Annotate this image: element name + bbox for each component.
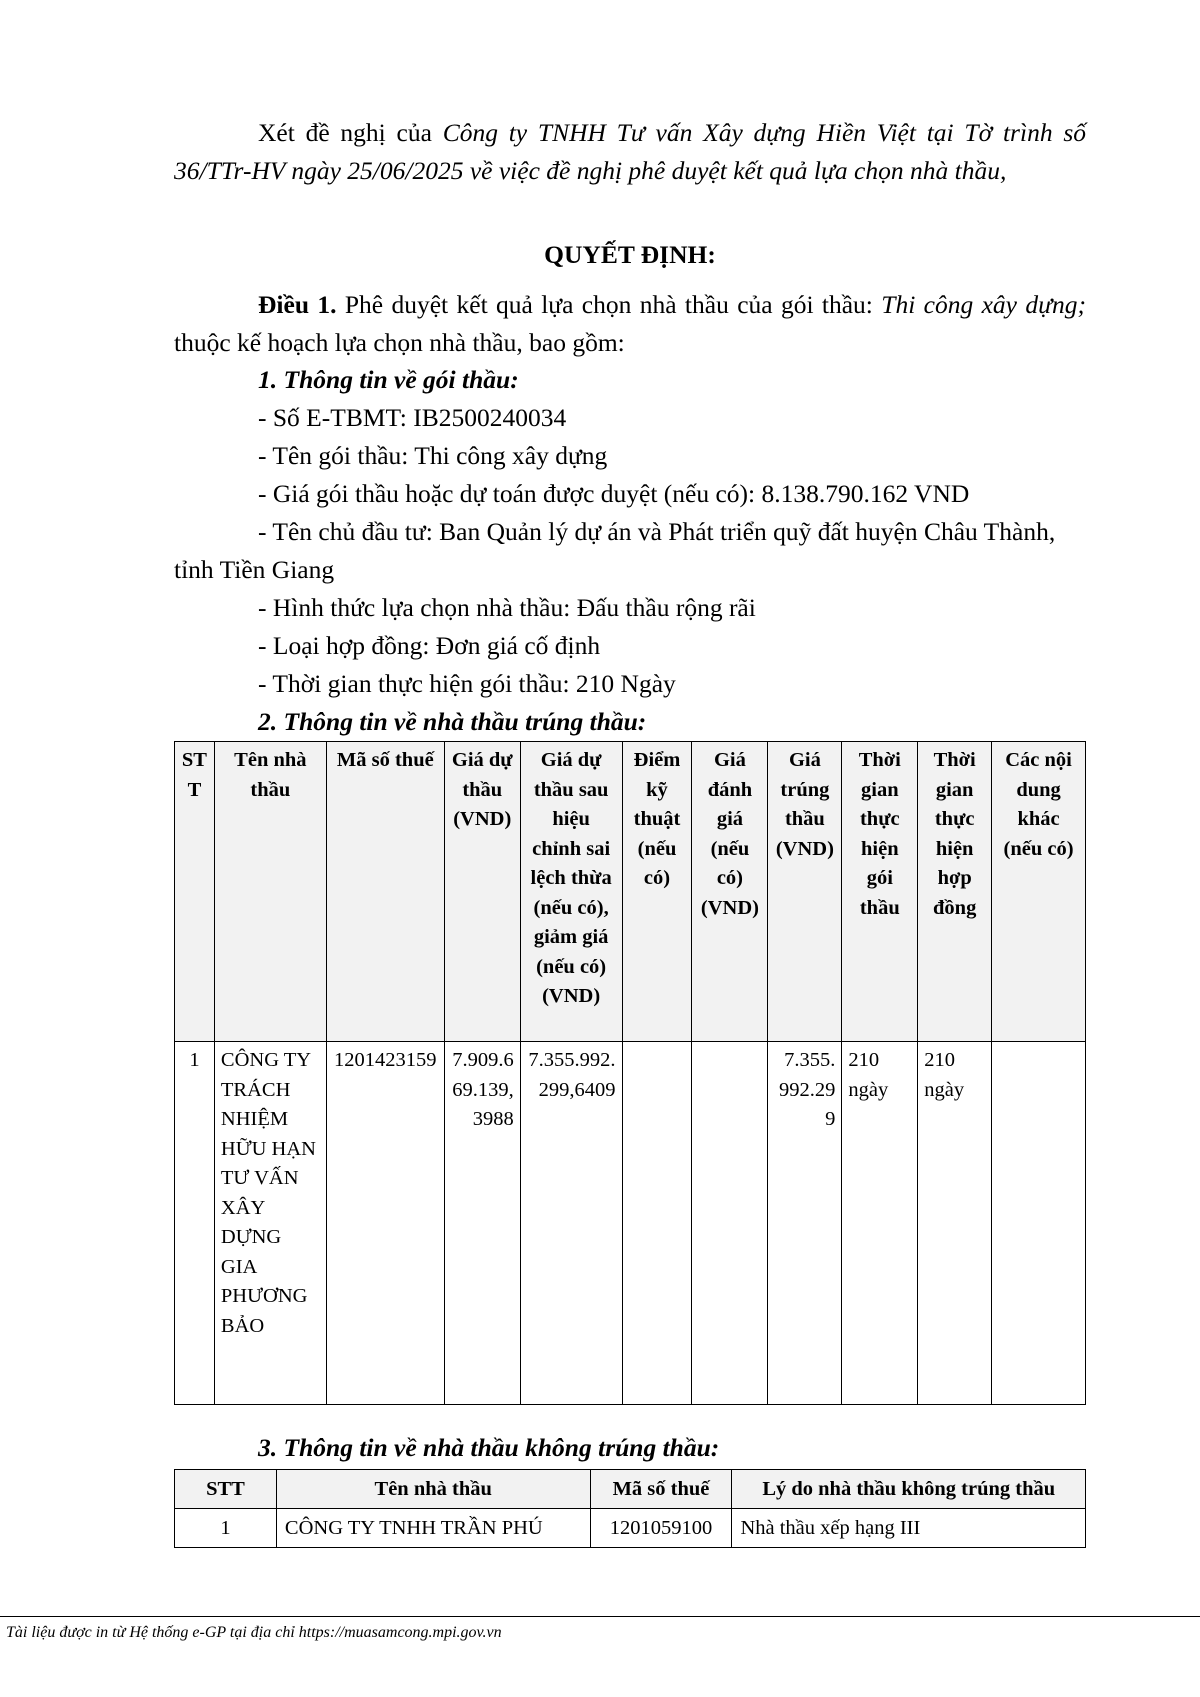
cell-bid-price: 7.909.669.139,3988 xyxy=(444,1042,520,1405)
section-3-heading: 3. Thông tin về nhà thầu không trúng thầu: xyxy=(258,1433,720,1462)
cell-tax-code: 1201423159 xyxy=(326,1042,444,1405)
table-header-row xyxy=(175,742,1086,1042)
cell-contractor-name: CÔNG TY TNHH TRẦN PHÚ xyxy=(276,1509,590,1548)
cell-reason: Nhà thầu xếp hạng III xyxy=(732,1509,1086,1548)
info-line: - Số E-TBMT: IB2500240034 xyxy=(258,403,567,432)
column-header: Giá trúng thầu (VND) xyxy=(768,742,842,1042)
column-header: Tên nhà thầu xyxy=(214,742,326,1042)
info-line: - Tên gói thầu: Thi công xây dựng xyxy=(258,441,608,470)
article-1: Điều 1. Phê duyệt kết quả lựa chọn nhà thầu của gói thầu: Thi công xây dựng; thuộc kế hoạch lựa chọn nhà thầu, bao gồm: xyxy=(174,290,1086,357)
cell-other xyxy=(992,1042,1086,1405)
column-header: Thời gian thực hiện gói thầu xyxy=(842,742,918,1042)
column-header: Điểm kỹ thuật (nếu có) xyxy=(622,742,692,1042)
cell-adjusted-price: 7.355.992.299,6409 xyxy=(520,1042,622,1405)
column-header: STT xyxy=(175,1470,277,1509)
intro-lead: Xét đề nghị của xyxy=(258,118,443,147)
decision-title: QUYẾT ĐỊNH: xyxy=(544,240,716,269)
article-1-label: Điều 1. xyxy=(258,290,337,319)
column-header: Mã số thuế xyxy=(590,1470,732,1509)
info-line: - Giá gói thầu hoặc dự toán được duyệt (nếu có): 8.138.790.162 VND xyxy=(258,479,970,508)
column-header: Lý do nhà thầu không trúng thầu xyxy=(732,1470,1086,1509)
column-header: Mã số thuế xyxy=(326,742,444,1042)
cell-contract-duration: 210 ngày xyxy=(918,1042,992,1405)
cell-stt: 1 xyxy=(175,1042,215,1405)
column-header: Tên nhà thầu xyxy=(276,1470,590,1509)
cell-stt: 1 xyxy=(175,1509,277,1548)
winning-contractor-table xyxy=(174,741,1086,1405)
column-header: Giá đánh giá (nếu có) (VND) xyxy=(692,742,768,1042)
column-header: Giá dự thầu sau hiệu chỉnh sai lệch thừa (nếu có), giảm giá (nếu có) (VND) xyxy=(520,742,622,1042)
table-row xyxy=(175,1509,1086,1548)
column-header: Các nội dung khác (nếu có) xyxy=(992,742,1086,1042)
info-line: - Hình thức lựa chọn nhà thầu: Đấu thầu rộng rãi xyxy=(258,593,756,622)
cell-contractor-name: CÔNG TY TRÁCH NHIỆM HỮU HẠN TƯ VẤN XÂY DỰNG GIA PHƯƠNG BẢO xyxy=(214,1042,326,1405)
section-1-heading: 1. Thông tin về gói thầu: xyxy=(258,365,519,394)
cell-package-duration: 210 ngày xyxy=(842,1042,918,1405)
column-header: Thời gian thực hiện hợp đồng xyxy=(918,742,992,1042)
section-2-heading: 2. Thông tin về nhà thầu trúng thầu: xyxy=(258,707,647,736)
cell-technical-score xyxy=(622,1042,692,1405)
intro-paragraph xyxy=(174,114,1086,190)
cell-tax-code: 1201059100 xyxy=(590,1509,732,1548)
owner-line: - Tên chủ đầu tư: Ban Quản lý dự án và Phát triển quỹ đất huyện Châu Thành, tỉnh Tiền Giang xyxy=(174,517,1056,584)
table-row xyxy=(175,1042,1086,1405)
losing-contractor-table xyxy=(174,1469,1086,1548)
footer-divider xyxy=(0,1616,1200,1617)
column-header: Giá dự thầu (VND) xyxy=(444,742,520,1042)
cell-winning-price: 7.355.992.299 xyxy=(768,1042,842,1405)
footer-note: Tài liệu được in từ Hệ thống e-GP tại địa chỉ https://muasamcong.mpi.gov.vn xyxy=(6,1624,502,1641)
info-line: - Loại hợp đồng: Đơn giá cố định xyxy=(258,631,601,660)
info-line: - Thời gian thực hiện gói thầu: 210 Ngày xyxy=(258,669,676,698)
column-header: STT xyxy=(175,742,215,1042)
intro-italic: Công ty TNHH Tư vấn Xây dựng Hiền Việt tại Tờ trình số 36/TTr-HV ngày 25/06/2025 về việc đề nghị phê duyệt kết quả lựa chọn nhà thầu, xyxy=(174,118,1087,185)
table-header-row xyxy=(175,1470,1086,1509)
cell-evaluated-price xyxy=(692,1042,768,1405)
package-name: Thi công xây dựng; xyxy=(881,290,1086,319)
